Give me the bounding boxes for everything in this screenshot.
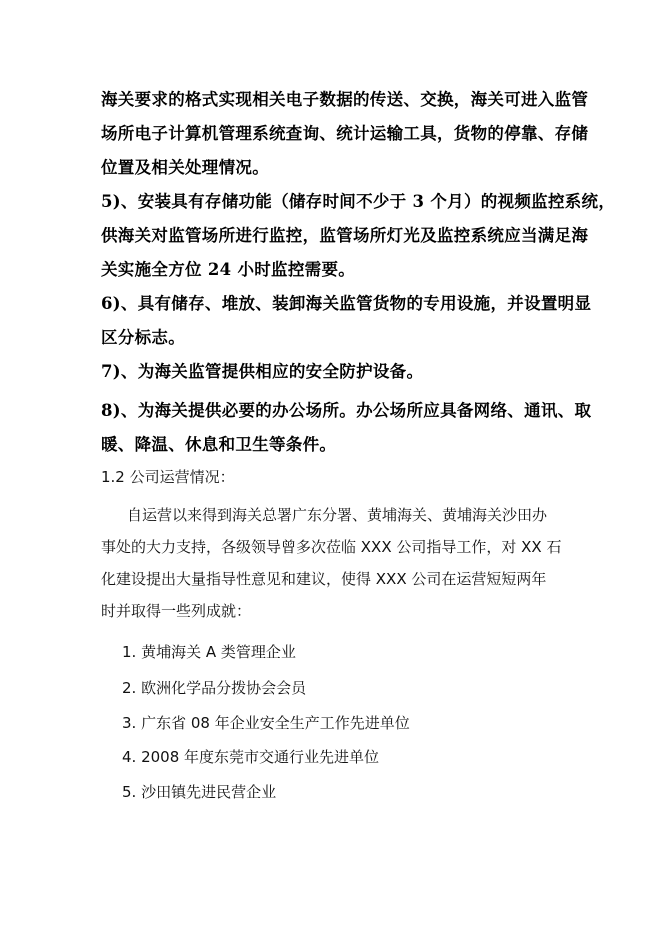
requirement-item-5: [101, 185, 616, 287]
text-line: 自运营以来得到海关总署广东分署、黄埔海关、黄埔海关沙田办: [127, 506, 548, 524]
requirement-item-7: [101, 355, 571, 389]
text-line: 位置及相关处理情况。: [101, 158, 269, 177]
text-line: 5)、安装具有存储功能（储存时间不少于 3 个月）的视频监控系统，: [101, 192, 616, 211]
text-line: 海关要求的格式实现相关电子数据的传送、交换，海关可进入监管: [101, 90, 589, 109]
achievement-item: 4. 2008 年度东莞市交通行业先进单位: [122, 748, 380, 766]
requirement-item-8: [101, 394, 592, 462]
text-line: 关实施全方位 24 小时监控需要。: [101, 260, 356, 279]
text-line: 6)、具有储存、堆放、装卸海关监管货物的专用设施，并设置明显: [101, 294, 592, 313]
text-line: 化建设提出大量指导性意见和建议，使得 XXX 公司在运营短短两年: [101, 570, 547, 588]
achievement-item: 2. 欧洲化学品分拨协会会员: [122, 679, 307, 697]
requirement-item-6: [101, 287, 592, 355]
text-line: 事处的大力支持，各级领导曾多次莅临 XXX 公司指导工作，对 XX 石: [101, 538, 562, 556]
achievement-item: 1. 黄埔海关 A 类管理企业: [122, 643, 296, 661]
achievement-item: 3. 广东省 08 年企业安全生产工作先进单位: [122, 714, 410, 732]
text-line: 区分标志。: [101, 328, 185, 347]
text-line: 供海关对监管场所进行监控，监管场所灯光及监控系统应当满足海: [101, 226, 589, 245]
paragraph-continuation: [101, 83, 589, 185]
text-line: 场所电子计算机管理系统查询、统计运输工具，货物的停靠、存储: [101, 124, 589, 143]
achievement-item: 5. 沙田镇先进民营企业: [122, 783, 277, 801]
section-heading: 1.2 公司运营情况：: [101, 468, 235, 486]
text-line: 8)、为海关提供必要的办公场所。办公场所应具备网络、通讯、取: [101, 401, 592, 420]
text-line: 7)、为海关监管提供相应的安全防护设备。: [101, 362, 424, 381]
text-line: 暖、降温、休息和卫生等条件。: [101, 435, 337, 454]
text-line: 时并取得一些列成就：: [101, 602, 252, 620]
intro-paragraph: [101, 499, 571, 627]
